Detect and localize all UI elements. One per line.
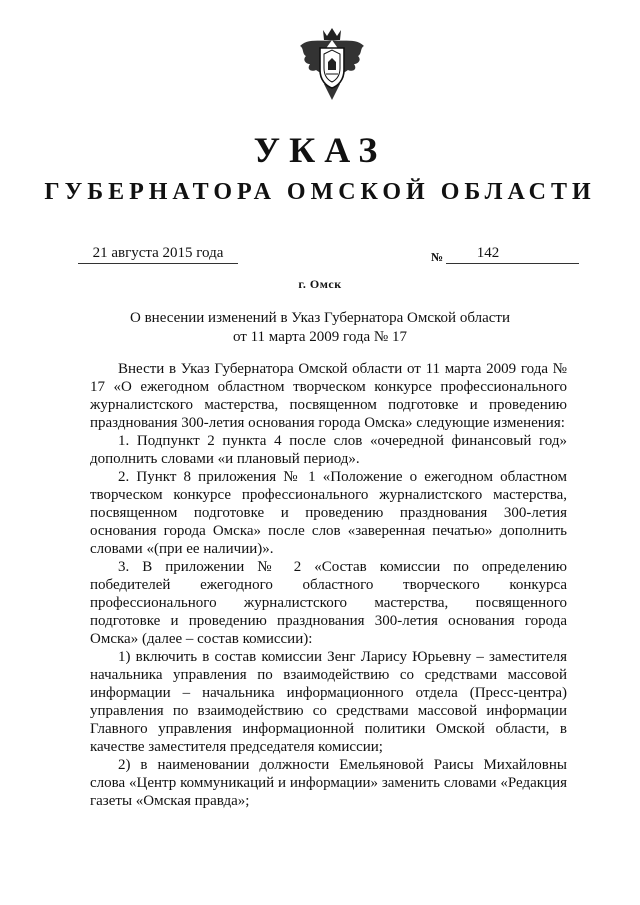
document-date: 21 августа 2015 года [92,245,224,261]
coat-of-arms-emblem [296,24,368,104]
document-title: УКАЗ [253,130,387,170]
document-subject [96,309,544,347]
paragraph-subitem-1: 1) включить в состав комиссии Зенг Ларису Юрьевну – заместителя начальника управления по взаимодействию со средствами массовой информации – начальника информационного отдела (Пресс-центра) управления по взаимодействию со средствами массовой информации Главного управления информационной политики Омской области, в качестве заместителя председателя комиссии; [90,649,567,755]
document-number: 142 [476,245,500,261]
document-city: г. Омск [298,277,342,291]
document-body [90,360,567,810]
paragraph-item-3: 3. В приложении № 2 «Состав комиссии по определению победителей ежегодного областного творческого конкурса профессионального журналистского мастерства, посвященного подготовке и проведению празднования 300-летия основания города Омска» (далее – состав комиссии): [90,559,567,647]
paragraph-item-2: 2. Пункт 8 приложения № 1 «Положение о ежегодном областном творческом конкурсе профессионального журналистского мастерства, посвященном подготовке и проведению празднования 300-летия основания города Омска» после слов «заверенная печатью» дополнить словами «(при ее наличии)». [90,469,567,557]
paragraph-intro: Внести в Указ Губернатора Омской области от 11 марта 2009 года № 17 «О ежегодном областном творческом конкурсе профессионального журналистского мастерства, посвященном подготовке и проведению празднования 300-летия основания города Омска» следующие изменения: [90,361,567,431]
paragraph-subitem-2: 2) в наименовании должности Емельяновой Раисы Михайловны слова «Центр коммуникаций и информации» заменить словами «Редакция газеты «Омская правда»; [90,757,567,809]
document-subtitle: ГУБЕРНАТОРА ОМСКОЙ ОБЛАСТИ [44,179,596,205]
number-underline [446,263,579,264]
number-sign: № [431,250,444,264]
paragraph-item-1: 1. Подпункт 2 пункта 4 после слов «очередной финансовый год» дополнить словами «и плановый период». [90,433,567,467]
date-underline [78,263,238,264]
subject-line-2: от 11 марта 2009 года № 17 [233,329,407,345]
subject-line-1: О внесении изменений в Указ Губернатора Омской области [130,310,510,326]
